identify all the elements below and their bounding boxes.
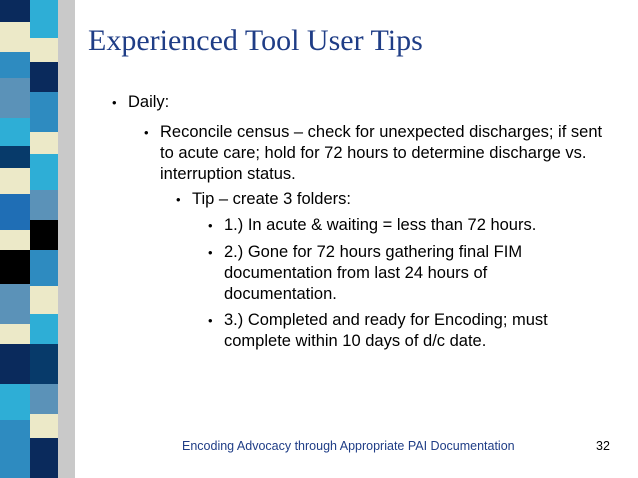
page-number: 32 [596, 439, 610, 453]
slide-title: Experienced Tool User Tips [88, 24, 423, 57]
strip-column-middle [30, 0, 58, 478]
bullet-item: 1.) In acute & waiting = less than 72 hours. [224, 216, 537, 234]
bullet-item: 2.) Gone for 72 hours gathering final FIM documentation from last 24 hours of documentation. [224, 243, 523, 303]
strip-column-right [58, 0, 75, 478]
slide-footer: Encoding Advocacy through Appropriate PAI Documentation [182, 439, 515, 453]
bullet-marker: • [112, 95, 117, 110]
bullet-marker: • [176, 192, 181, 207]
decorative-side-strip [0, 0, 75, 478]
bullet-item: Reconcile census – check for unexpected discharges; if sent to acute care; hold for 72 hours to determine discharge vs. interruption status. [160, 123, 603, 183]
bullet-marker: • [208, 245, 213, 260]
bullet-item: Daily: [128, 93, 170, 111]
bullet-item: 3.) Completed and ready for Encoding; must complete within 10 days of d/c date. [224, 311, 548, 350]
bullet-marker: • [208, 218, 213, 233]
bullet-item: Tip – create 3 folders: [192, 190, 351, 208]
strip-column-left [0, 0, 30, 478]
bullet-marker: • [208, 313, 213, 328]
bullet-marker: • [144, 125, 149, 140]
